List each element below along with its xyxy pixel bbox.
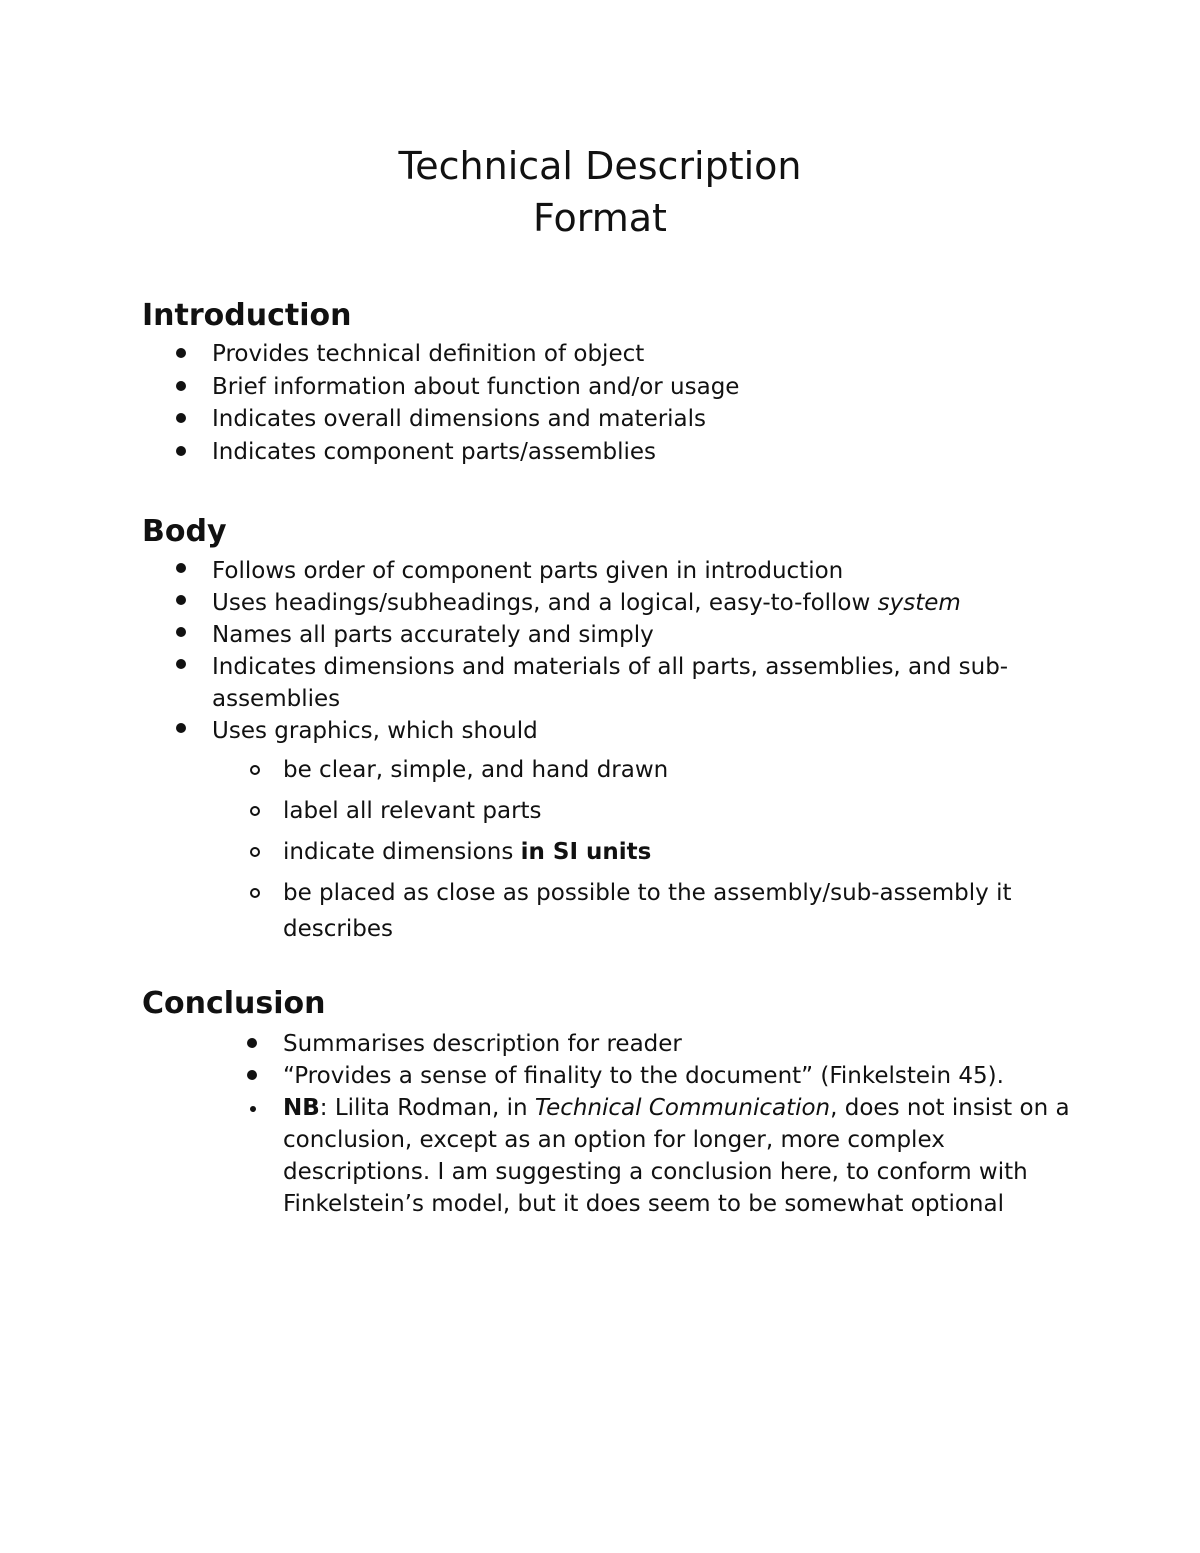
bold-text: NB	[283, 1095, 320, 1121]
body-list	[212, 555, 1092, 952]
list-item-text: Provides technical definition of object	[212, 341, 645, 367]
list-item-text: : Lilita Rodman, in	[319, 1095, 535, 1121]
list-item	[283, 1092, 1083, 1220]
list-item	[212, 619, 1092, 651]
list-item-text: Indicates dimensions and materials of all parts, assemblies, and sub-assemblies	[212, 654, 1009, 712]
list-item	[212, 715, 1092, 947]
circle-bullet-icon	[250, 806, 260, 816]
list-item-text: Indicates component parts/assemblies	[212, 438, 657, 465]
bullet-icon	[176, 413, 186, 423]
emphasis-text: system	[877, 590, 961, 616]
list-item-text: Names all parts accurately and simply	[212, 622, 654, 648]
introduction-heading: Introduction	[142, 298, 352, 333]
list-item	[212, 373, 1092, 406]
sublist-item-text: be clear, simple, and hand drawn	[283, 757, 669, 783]
bullet-icon	[176, 563, 186, 573]
bold-text: in SI units	[520, 839, 652, 865]
list-item	[212, 651, 1092, 715]
sublist-item	[283, 834, 1063, 870]
list-item-text: “Provides a sense of finality to the document” (Finkelstein 45).	[283, 1063, 1004, 1089]
title-line-1: Technical Description	[398, 144, 802, 188]
sublist-item	[283, 793, 1063, 829]
list-item-text: Summarises description for reader	[283, 1031, 682, 1057]
bullet-icon	[176, 446, 186, 456]
list-item	[283, 1060, 1083, 1092]
bullet-icon	[250, 1106, 256, 1112]
circle-bullet-icon	[250, 765, 260, 775]
list-item-text: , does not insist on a conclusion, except as an option for longer, more complex descriptions. I am suggesting a conclusion here, to conform with Finkelstein’s model, but it does seem to be somewhat optional	[283, 1095, 1070, 1217]
bullet-icon	[176, 381, 186, 391]
list-item	[212, 438, 1092, 471]
sublist-item	[283, 875, 1063, 947]
bullet-icon	[247, 1070, 257, 1080]
list-item	[212, 555, 1092, 587]
emphasis-text: Technical Communication	[534, 1095, 831, 1121]
bullet-icon	[176, 723, 186, 733]
introduction-list	[212, 340, 1092, 470]
list-item-text: Follows order of component parts given in introduction	[212, 558, 844, 584]
conclusion-heading: Conclusion	[142, 986, 326, 1021]
list-item	[212, 587, 1092, 619]
sublist-item-text: indicate dimensions	[283, 839, 521, 865]
bullet-icon	[176, 348, 186, 358]
graphics-sublist	[283, 752, 1063, 947]
bullet-icon	[176, 595, 186, 605]
circle-bullet-icon	[250, 847, 260, 857]
list-item	[283, 1028, 1083, 1060]
list-item-text: Uses headings/subheadings, and a logical, easy-to-follow	[212, 590, 878, 616]
body-heading: Body	[142, 514, 227, 549]
sublist-item-text: label all relevant parts	[283, 798, 542, 824]
bullet-icon	[176, 627, 186, 637]
list-item-text: Indicates overall dimensions and materials	[212, 406, 707, 432]
conclusion-list	[283, 1028, 1083, 1220]
circle-bullet-icon	[250, 888, 260, 898]
sublist-item	[283, 752, 1063, 788]
document-title	[0, 140, 1200, 244]
bullet-icon	[176, 659, 186, 669]
list-item	[212, 340, 1092, 373]
list-item-text: Brief information about function and/or usage	[212, 373, 740, 400]
sublist-item-text: be placed as close as possible to the assembly/sub-assembly it describes	[283, 880, 1012, 942]
list-item-text: Uses graphics, which should	[212, 718, 538, 744]
title-line-2: Format	[533, 196, 667, 240]
list-item	[212, 405, 1092, 438]
bullet-icon	[247, 1038, 257, 1048]
